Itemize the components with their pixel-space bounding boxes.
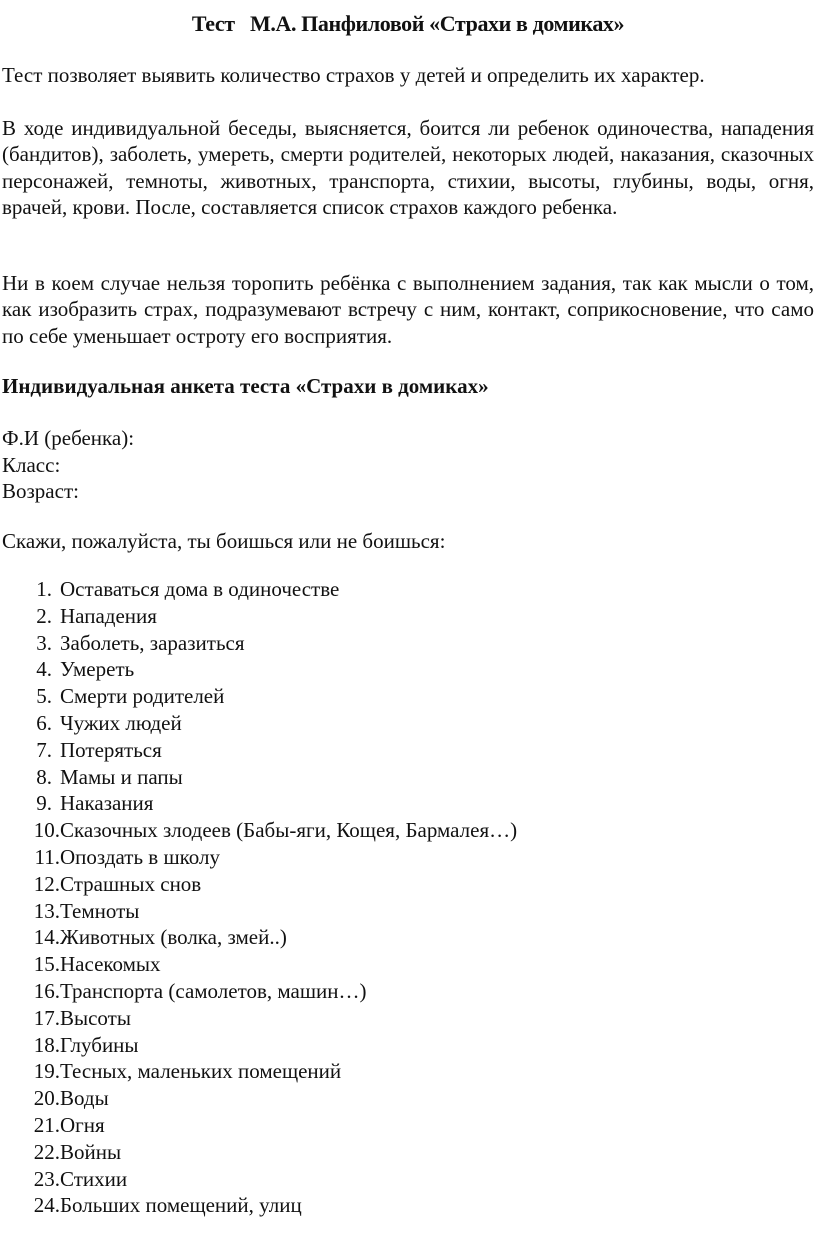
list-item (0, 1032, 517, 1059)
list-item-text: Огня (60, 1112, 105, 1137)
list-item (0, 1112, 517, 1139)
list-item-text: Глубины (60, 1032, 139, 1057)
list-item (0, 1192, 517, 1219)
list-item (0, 790, 517, 817)
intro-paragraph: Тест позволяет выявить количество страхов у детей и определить их характер. (2, 63, 705, 87)
list-item (0, 898, 517, 925)
list-item (0, 1166, 517, 1193)
list-item-text: Стихии (60, 1166, 128, 1191)
description-paragraph: В ходе индивидуальной беседы, выясняется, боится ли ребенок одиночества, нападения (бандитов), заболеть, умереть, смерти родителей, некоторых людей, наказания, сказочных персонажей, темноты, животных, транспорта, стихии, высоты, глубины, воды, огня, врачей, крови. После, составляется список страхов каждого ребенка. (2, 116, 814, 220)
list-item-number: 8. (36, 764, 52, 789)
age-field-label: Возраст: (2, 479, 79, 503)
list-item-number: 18. (33, 1032, 60, 1057)
list-item-number: 2. (36, 603, 52, 628)
list-item-number: 20. (33, 1086, 60, 1111)
list-item-number: 17. (33, 1005, 60, 1030)
list-item-text: Высоты (60, 1005, 131, 1030)
list-item-text: Насекомых (60, 952, 161, 977)
list-item (0, 656, 517, 683)
list-item (0, 576, 517, 603)
fears-list (0, 576, 517, 1219)
list-item-text: Нападения (60, 603, 157, 628)
question-prompt: Скажи, пожалуйста, ты боишься или не боишься: (2, 529, 446, 553)
list-item-number: 5. (36, 684, 52, 709)
list-item (0, 924, 517, 951)
list-item-text: Воды (60, 1086, 109, 1111)
list-item (0, 817, 517, 844)
list-item (0, 630, 517, 657)
list-item-number: 15. (33, 952, 60, 977)
document-title: Тест М.А. Панфиловой «Страхи в домиках» (191, 11, 625, 36)
list-item-text: Транспорта (самолетов, машин…) (60, 978, 367, 1003)
list-item-number: 10. (33, 818, 60, 843)
list-item-text: Опоздать в школу (60, 844, 220, 869)
list-item-text: Наказания (60, 791, 154, 816)
list-item-text: Войны (60, 1139, 122, 1164)
list-item (0, 764, 517, 791)
list-item (0, 710, 517, 737)
list-item-number: 21. (33, 1112, 60, 1137)
list-item (0, 1085, 517, 1112)
list-item-text: Оставаться дома в одиночестве (60, 577, 340, 601)
list-item-number: 13. (33, 898, 60, 923)
list-item (0, 683, 517, 710)
list-item-text: Тесных, маленьких помещений (60, 1059, 342, 1084)
list-item-number: 11. (34, 844, 60, 869)
list-item-text: Мамы и папы (60, 764, 183, 789)
list-item-text: Заболеть, заразиться (60, 630, 245, 655)
list-item-number: 22. (33, 1139, 60, 1164)
list-item (0, 737, 517, 764)
list-item-number: 16. (33, 978, 60, 1003)
list-item-number: 3. (36, 630, 52, 655)
list-item-number: 23. (33, 1166, 60, 1191)
warning-paragraph: Ни в коем случае нельзя торопить ребёнка с выполнением задания, так как мысли о том, как изобразить страх, подразумевают встречу с ним, контакт, соприкосновение, что само по себе уменьшает остроту его восприятия. (2, 271, 814, 348)
list-item-text: Сказочных злодеев (Бабы-яги, Кощея, Бармалея…) (60, 818, 518, 843)
list-item (0, 1139, 517, 1166)
list-item-number: 6. (36, 710, 52, 735)
list-item-text: Потеряться (60, 737, 162, 762)
list-item-text: Больших помещений, улиц (60, 1193, 302, 1218)
child-info-fields (2, 425, 134, 505)
list-item (0, 978, 517, 1005)
list-item-text: Темноты (60, 898, 140, 923)
name-field-label: Ф.И (ребенка): (2, 426, 135, 450)
list-item-text: Животных (волка, змей..) (60, 925, 287, 950)
list-item-number: 12. (33, 871, 60, 896)
list-item-text: Страшных снов (60, 871, 202, 896)
list-item (0, 1005, 517, 1032)
list-item-text: Умереть (60, 657, 135, 682)
list-item-number: 1. (36, 577, 52, 601)
questionnaire-heading: Индивидуальная анкета теста «Страхи в домиках» (2, 374, 489, 398)
list-item-text: Чужих людей (60, 710, 182, 735)
list-item-number: 9. (36, 791, 52, 816)
list-item (0, 844, 517, 871)
list-item-number: 14. (33, 925, 60, 950)
list-item-text: Смерти родителей (60, 684, 225, 709)
list-item-number: 24. (33, 1193, 60, 1218)
list-item (0, 871, 517, 898)
list-item (0, 1058, 517, 1085)
list-item-number: 4. (36, 657, 52, 682)
list-item-number: 19. (33, 1059, 60, 1084)
list-item-number: 7. (36, 737, 52, 762)
list-item (0, 951, 517, 978)
list-item (0, 603, 517, 630)
class-field-label: Класс: (2, 452, 61, 477)
